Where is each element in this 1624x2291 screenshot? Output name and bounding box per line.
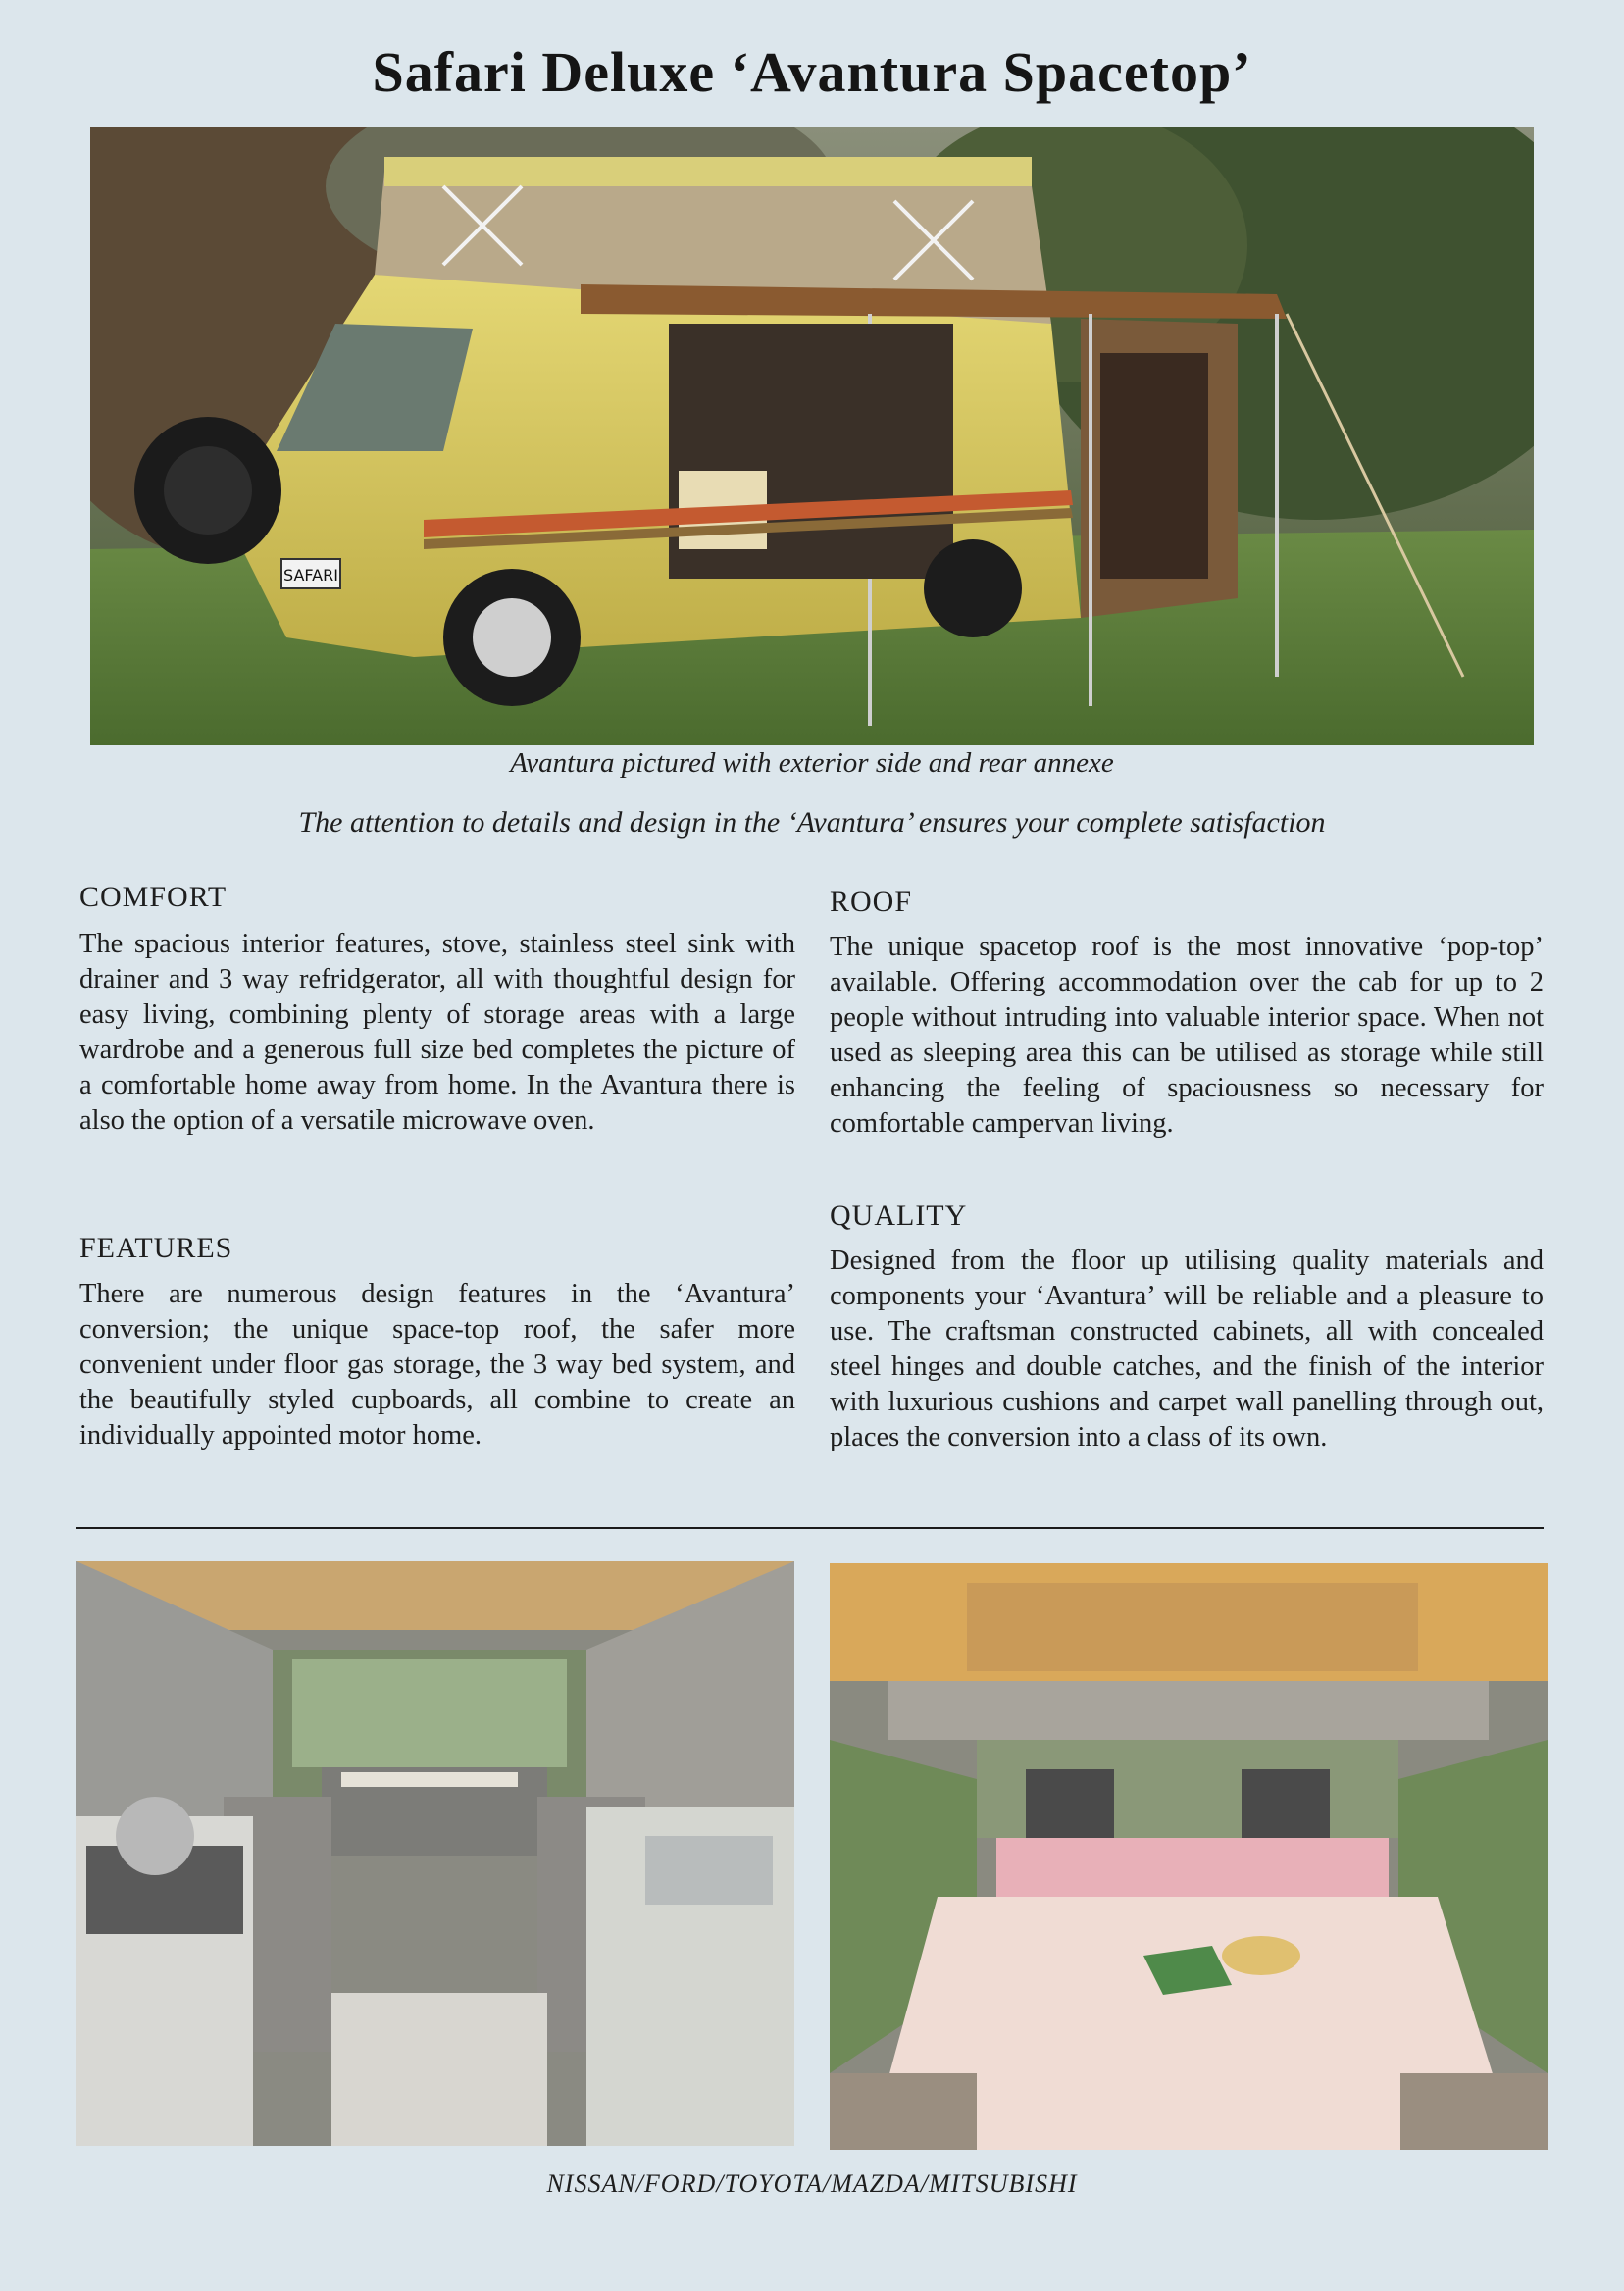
comfort-text: The spacious interior features, stove, stainless steel sink with drainer and 3 way refridgerator, all with thoughtful design for easy living, combining plenty of storage areas with a large wardrobe and a generous full size bed completes the picture of a comfortable home away from home. In the Avantura there is also the option of a versatile microwave oven. (79, 929, 795, 1136)
roof-heading: ROOF (830, 886, 913, 918)
plate-text: SAFARI (283, 566, 338, 585)
quality-text: Designed from the floor up utilising quality materials and components your ‘Avantura’ will be reliable and a pleasure to use. The craftsman constructed cabinets, all with concealed steel hinges and double catches, and the finish of the interior with luxurious cushions and carpet wall panelling through out, places the conversion into a class of its own. (830, 1246, 1544, 1452)
features-heading: FEATURES (79, 1232, 233, 1264)
hero-photo (90, 127, 1534, 745)
comfort-heading: COMFORT (79, 881, 228, 913)
tagline: The attention to details and design in the ‘Avantura’ ensures your complete satisfaction (298, 806, 1326, 839)
hero-caption: Avantura pictured with exterior side and rear annexe (510, 747, 1114, 779)
quality-heading: QUALITY (830, 1199, 968, 1232)
divider-rule (76, 1527, 1544, 1529)
bed-photo (830, 1563, 1548, 2150)
roof-text: The unique spacetop roof is the most innovative ‘pop-top’ available. Offering accommodation over the cab for up to 2 people without intruding into valuable interior space. When not used as sleeping area this can be utilised as storage while still enhancing the feeling of spaciousness so necessary for comfortable campervan living. (830, 932, 1544, 1139)
brand-footer: NISSAN/FORD/TOYOTA/MAZDA/MITSUBISHI (546, 2169, 1078, 2198)
kitchen-photo (76, 1561, 794, 2146)
page-title: Safari Deluxe ‘Avantura Spacetop’ (372, 40, 1252, 104)
features-text: There are numerous design features in the ‘Avantura’ conversion; the unique space-top roof, the safer more convenient under floor gas storage, the 3 way bed system, and the beautifully styled cupboards, all combine to create an individually appointed motor home. (79, 1279, 795, 1451)
